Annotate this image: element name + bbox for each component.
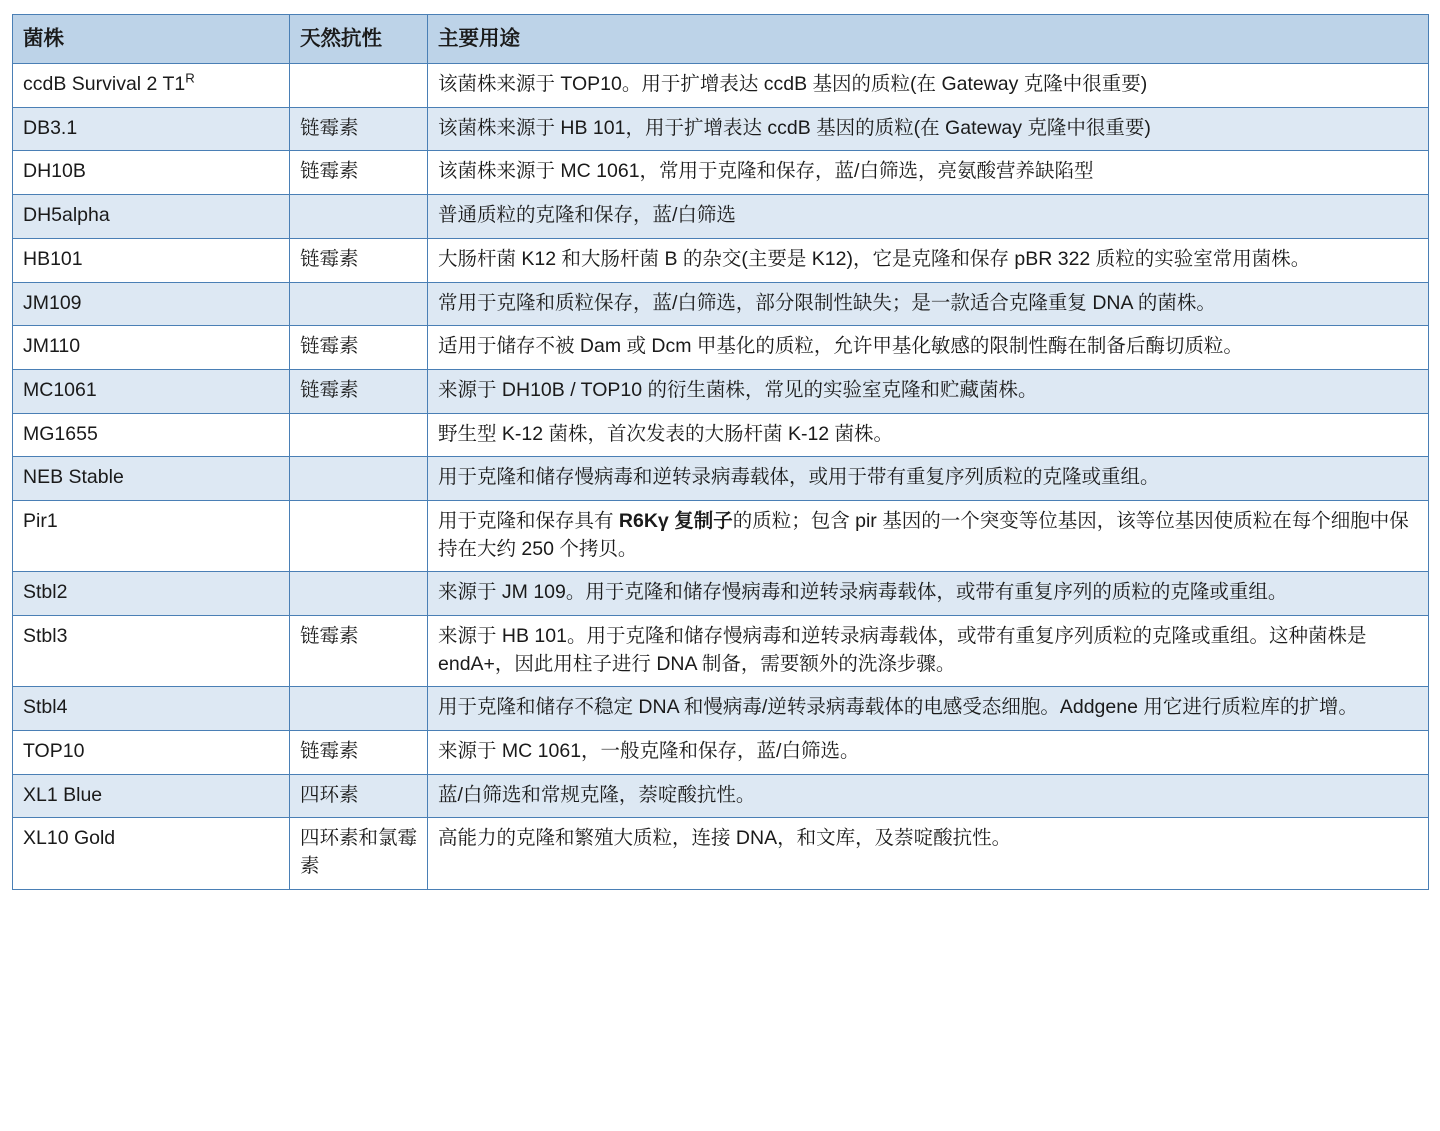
cell-resistance: 链霉素 bbox=[290, 369, 428, 413]
table-row bbox=[13, 731, 1429, 775]
cell-resistance bbox=[290, 64, 428, 108]
table-row bbox=[13, 500, 1429, 571]
cell-use: 来源于 DH10B / TOP10 的衍生菌株，常见的实验室克隆和贮藏菌株。 bbox=[428, 369, 1429, 413]
cell-use: 该菌株来源于 MC 1061，常用于克隆和保存，蓝/白筛选，亮氨酸营养缺陷型 bbox=[428, 151, 1429, 195]
cell-strain: HB101 bbox=[13, 238, 290, 282]
cell-resistance bbox=[290, 195, 428, 239]
table-row bbox=[13, 195, 1429, 239]
cell-strain: Stbl4 bbox=[13, 687, 290, 731]
table-row bbox=[13, 457, 1429, 501]
table-row bbox=[13, 413, 1429, 457]
cell-resistance: 链霉素 bbox=[290, 107, 428, 151]
cell-strain: JM109 bbox=[13, 282, 290, 326]
cell-resistance: 链霉素 bbox=[290, 238, 428, 282]
cell-resistance: 链霉素 bbox=[290, 616, 428, 687]
table-header bbox=[13, 15, 1429, 64]
cell-strain: Stbl2 bbox=[13, 572, 290, 616]
cell-use: 来源于 JM 109。用于克隆和储存慢病毒和逆转录病毒载体，或带有重复序列的质粒的克隆或重组。 bbox=[428, 572, 1429, 616]
cell-resistance bbox=[290, 413, 428, 457]
cell-use: 用于克隆和储存慢病毒和逆转录病毒载体，或用于带有重复序列质粒的克隆或重组。 bbox=[428, 457, 1429, 501]
cell-resistance: 链霉素 bbox=[290, 731, 428, 775]
cell-resistance bbox=[290, 282, 428, 326]
cell-strain: NEB Stable bbox=[13, 457, 290, 501]
cell-use: 该菌株来源于 TOP10。用于扩增表达 ccdB 基因的质粒(在 Gateway 克隆中很重要) bbox=[428, 64, 1429, 108]
strain-table bbox=[12, 14, 1429, 890]
cell-resistance: 四环素 bbox=[290, 774, 428, 818]
column-header-resistance: 天然抗性 bbox=[290, 15, 428, 64]
cell-use: 用于克隆和保存具有 R6Kγ 复制子的质粒；包含 pir 基因的一个突变等位基因，该等位基因使质粒在每个细胞中保持在大约 250 个拷贝。 bbox=[428, 500, 1429, 571]
cell-resistance bbox=[290, 687, 428, 731]
cell-use: 该菌株来源于 HB 101，用于扩增表达 ccdB 基因的质粒(在 Gateway 克隆中很重要) bbox=[428, 107, 1429, 151]
emphasized-term: R6Kγ 复制子 bbox=[618, 509, 733, 532]
table-header-row bbox=[13, 15, 1429, 64]
cell-use: 用于克隆和储存不稳定 DNA 和慢病毒/逆转录病毒载体的电感受态细胞。Addgene 用它进行质粒库的扩增。 bbox=[428, 687, 1429, 731]
cell-strain: DH5alpha bbox=[13, 195, 290, 239]
cell-resistance: 四环素和氯霉素 bbox=[290, 818, 428, 889]
column-header-use: 主要用途 bbox=[428, 15, 1429, 64]
table-row bbox=[13, 326, 1429, 370]
table-body bbox=[13, 64, 1429, 890]
cell-strain: Stbl3 bbox=[13, 616, 290, 687]
cell-strain: XL1 Blue bbox=[13, 774, 290, 818]
cell-strain: JM110 bbox=[13, 326, 290, 370]
table-row bbox=[13, 238, 1429, 282]
cell-use: 来源于 HB 101。用于克隆和储存慢病毒和逆转录病毒载体，或带有重复序列质粒的克隆或重组。这种菌株是 endA+，因此用柱子进行 DNA 制备，需要额外的洗涤步骤。 bbox=[428, 616, 1429, 687]
table-row bbox=[13, 64, 1429, 108]
table-row bbox=[13, 687, 1429, 731]
strain-superscript: R bbox=[185, 70, 195, 86]
cell-use: 大肠杆菌 K12 和大肠杆菌 B 的杂交(主要是 K12)，它是克隆和保存 pBR 322 质粒的实验室常用菌株。 bbox=[428, 238, 1429, 282]
cell-use: 常用于克隆和质粒保存，蓝/白筛选，部分限制性缺失；是一款适合克隆重复 DNA 的菌株。 bbox=[428, 282, 1429, 326]
cell-strain: XL10 Gold bbox=[13, 818, 290, 889]
cell-use: 适用于储存不被 Dam 或 Dcm 甲基化的质粒，允许甲基化敏感的限制性酶在制备后酶切质粒。 bbox=[428, 326, 1429, 370]
cell-resistance bbox=[290, 500, 428, 571]
column-header-strain: 菌株 bbox=[13, 15, 290, 64]
table-row bbox=[13, 818, 1429, 889]
cell-resistance: 链霉素 bbox=[290, 151, 428, 195]
cell-strain: MC1061 bbox=[13, 369, 290, 413]
table-row bbox=[13, 107, 1429, 151]
table-row bbox=[13, 774, 1429, 818]
cell-use: 野生型 K-12 菌株，首次发表的大肠杆菌 K-12 菌株。 bbox=[428, 413, 1429, 457]
table-row bbox=[13, 572, 1429, 616]
cell-resistance bbox=[290, 457, 428, 501]
cell-use: 普通质粒的克隆和保存，蓝/白筛选 bbox=[428, 195, 1429, 239]
cell-strain: DH10B bbox=[13, 151, 290, 195]
cell-resistance: 链霉素 bbox=[290, 326, 428, 370]
cell-strain: Pir1 bbox=[13, 500, 290, 571]
cell-strain: ccdB Survival 2 $T1^R$ bbox=[13, 64, 290, 108]
cell-strain: DB3.1 bbox=[13, 107, 290, 151]
cell-use: 蓝/白筛选和常规克隆，萘啶酸抗性。 bbox=[428, 774, 1429, 818]
cell-use: 高能力的克隆和繁殖大质粒，连接 DNA，和文库，及萘啶酸抗性。 bbox=[428, 818, 1429, 889]
table-row bbox=[13, 616, 1429, 687]
table-row bbox=[13, 369, 1429, 413]
cell-resistance bbox=[290, 572, 428, 616]
table-row bbox=[13, 282, 1429, 326]
table-row bbox=[13, 151, 1429, 195]
cell-strain: TOP10 bbox=[13, 731, 290, 775]
cell-use: 来源于 MC 1061，一般克隆和保存，蓝/白筛选。 bbox=[428, 731, 1429, 775]
cell-strain: MG1655 bbox=[13, 413, 290, 457]
